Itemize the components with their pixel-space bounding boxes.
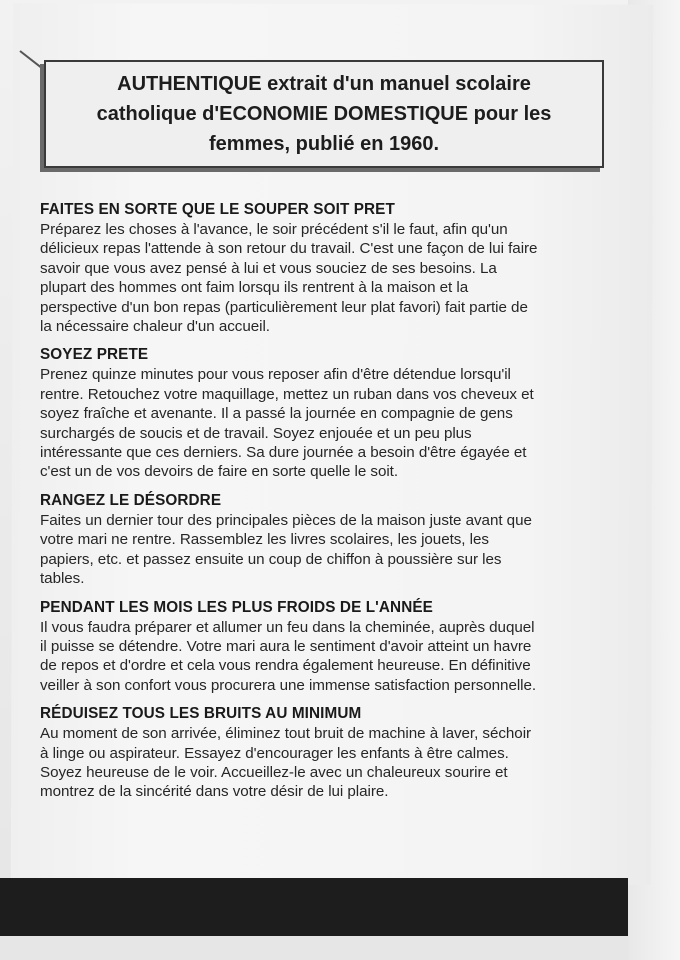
section-text bbox=[40, 724, 616, 802]
section-text bbox=[40, 511, 616, 589]
title-line-1: AUTHENTIQUE extrait d'un manuel scolaire bbox=[117, 73, 531, 95]
text-line: Faites un dernier tour des principales pièces de la maison juste avant que bbox=[40, 511, 532, 529]
text-line: surchargés de soucis et de travail. Soyez enjouée et un peu plus bbox=[40, 424, 472, 442]
text-line: perspective d'un bon repas (particulièrement leur plat favori) fait partie de bbox=[40, 298, 528, 316]
text-line: tables. bbox=[40, 570, 85, 588]
section-heading: RANGEZ LE DÉSORDRE bbox=[40, 491, 222, 509]
text-line: Préparez les choses à l'avance, le soir précédent s'il le faut, afin qu'un bbox=[40, 221, 508, 238]
text-line: intéressante que ces derniers. Sa dure journée a besoin d'être égayée et bbox=[40, 444, 527, 462]
section-text bbox=[40, 220, 616, 336]
scan-dark-band bbox=[0, 878, 628, 936]
text-line: Soyez heureuse de le voir. Accueillez-le avec un chaleureux sourire et bbox=[40, 763, 508, 781]
section-prete bbox=[40, 345, 616, 481]
section-bruits bbox=[40, 704, 616, 802]
text-line: votre mari ne rentre. Rassemblez les livres scolaires, les jouets, les bbox=[40, 531, 489, 549]
text-line: plupart des hommes ont faim lorsqu ils rentrent à la maison et la bbox=[40, 279, 469, 297]
text-line: papiers, etc. et passez ensuite un coup de chiffon à poussière sur les bbox=[40, 550, 502, 568]
text-line: la nécessaire chaleur d'un accueil. bbox=[40, 318, 270, 336]
title-line-2: catholique d'ECONOMIE DOMESTIQUE pour les bbox=[96, 103, 552, 125]
section-mois-froids bbox=[40, 598, 616, 696]
title-box bbox=[44, 60, 604, 168]
text-line: délicieux repas l'attende à son retour du travail. C'est une façon de lui faire bbox=[40, 240, 538, 258]
section-heading: FAITES EN SORTE QUE LE SOUPER SOIT PRET bbox=[40, 201, 395, 218]
text-line: rentre. Retouchez votre maquillage, mettez un ruban dans vos cheveux et bbox=[40, 385, 534, 403]
text-line: Prenez quinze minutes pour vous reposer afin d'être détendue lorsqu'il bbox=[40, 366, 511, 384]
section-heading: RÉDUISEZ TOUS LES BRUITS AU MINIMUM bbox=[40, 705, 362, 723]
text-line: Au moment de son arrivée, éliminez tout bruit de machine à laver, séchoir bbox=[40, 725, 532, 743]
section-heading: PENDANT LES MOIS LES PLUS FROIDS DE L'ANNÉE bbox=[40, 598, 433, 616]
section-desordre bbox=[40, 491, 616, 589]
text-line: de repos et d'ordre et cela vous rendra également heureuse. En définitive bbox=[40, 657, 531, 675]
section-text bbox=[40, 618, 616, 696]
text-line: soyez fraîche et avenante. Il a passé la journée en compagnie de gens bbox=[40, 405, 513, 423]
text-line: Il vous faudra préparer et allumer un feu dans la cheminée, auprès duquel bbox=[40, 618, 535, 636]
section-souper bbox=[40, 200, 616, 336]
text-line: montrez de la sincérité dans votre désir de lui plaire. bbox=[40, 783, 389, 801]
text-line: veiller à son confort vous procurera une immense satisfaction personnelle. bbox=[40, 676, 537, 694]
section-text bbox=[40, 365, 616, 481]
section-heading: SOYEZ PRETE bbox=[40, 346, 149, 364]
document-title bbox=[97, 69, 552, 159]
title-line-3: femmes, publié en 1960. bbox=[208, 133, 440, 155]
text-line: savoir que vous avez pensé à lui et vous souciez de ses besoins. La bbox=[40, 259, 497, 277]
text-line: il puisse se détendre. Votre mari aura le sentiment d'avoir atteint un havre bbox=[40, 637, 532, 655]
document-body bbox=[40, 200, 616, 811]
text-line: c'est un de vos devoirs de faire en sorte quelle le soit. bbox=[40, 463, 399, 481]
text-line: à linge ou aspirateur. Essayez d'encourager les enfants à être calmes. bbox=[40, 744, 509, 762]
